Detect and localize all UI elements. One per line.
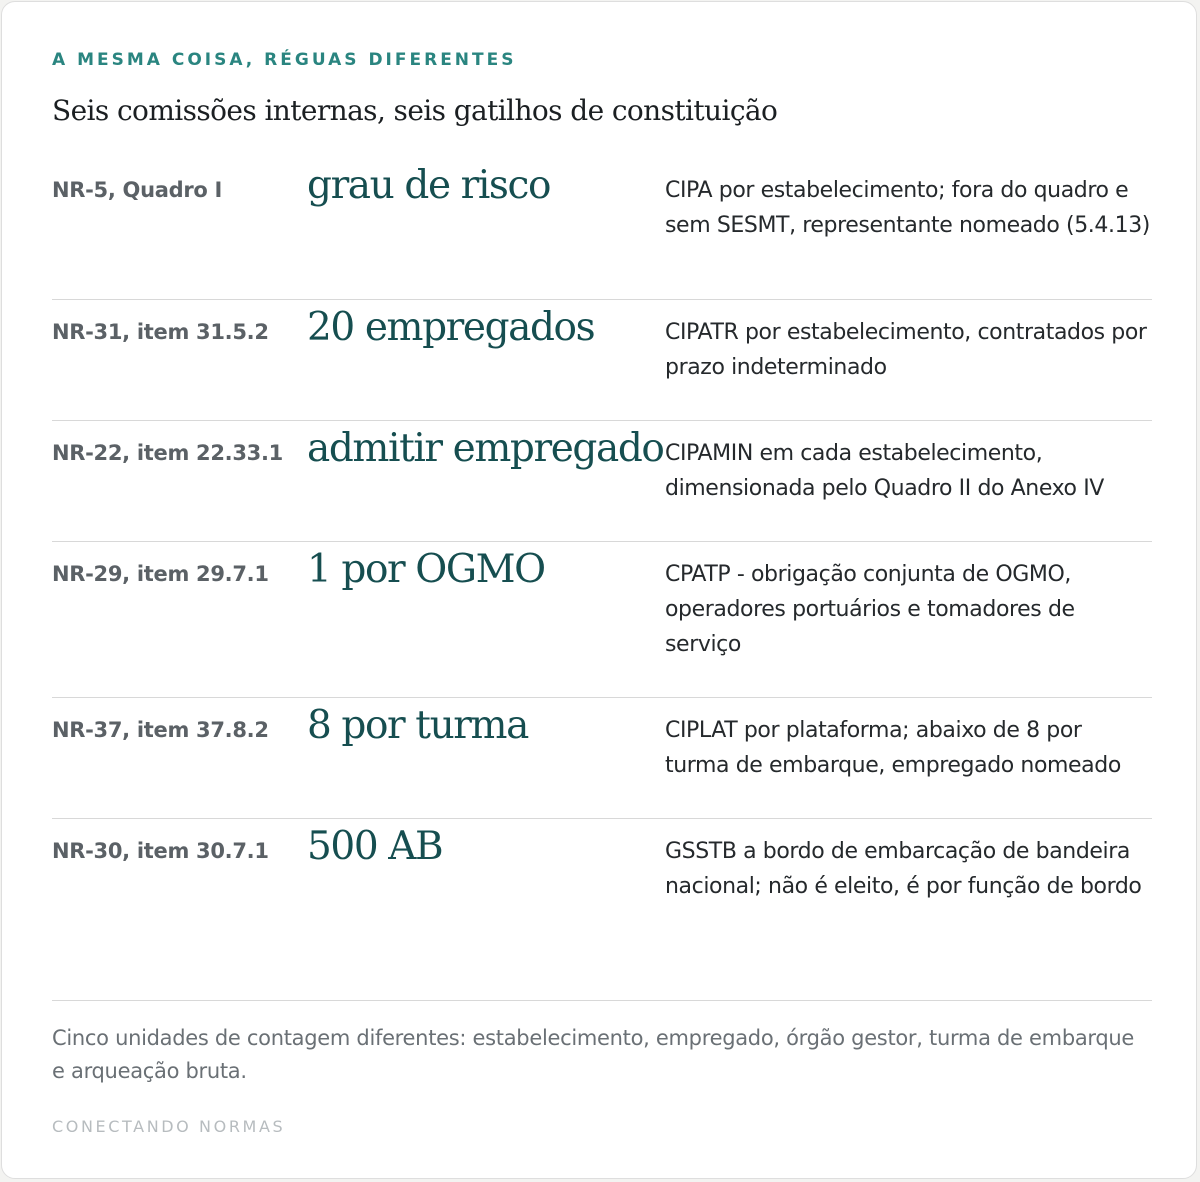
eyebrow: A MESMA COISA, RÉGUAS DIFERENTES xyxy=(52,50,517,70)
constitution-trigger: 500 AB xyxy=(307,824,443,869)
footnote: Cinco unidades de contagem diferentes: estabelecimento, empregado, órgão gestor, turma de embarque e arqueação bruta. xyxy=(52,1026,1135,1083)
commission-description: GSSTB a bordo de embarcação de bandeira nacional; não é eleito, é por função de bordo xyxy=(665,839,1142,899)
commission-row xyxy=(52,542,1152,698)
page-title: Seis comissões internas, seis gatilhos de constituição xyxy=(52,94,778,127)
constitution-trigger: 20 empregados xyxy=(307,305,595,350)
norm-reference: NR-31, item 31.5.2 xyxy=(52,320,269,344)
commission-row xyxy=(52,421,1152,542)
commission-description: CIPAMIN em cada estabelecimento, dimensionada pelo Quadro II do Anexo IV xyxy=(665,441,1104,501)
commission-description: CPATP - obrigação conjunta de OGMO, operadores portuários e tomadores de serviço xyxy=(665,562,1075,657)
constitution-trigger: grau de risco xyxy=(307,163,551,208)
commission-list xyxy=(52,158,1152,1001)
brand-label: CONECTANDO NORMAS xyxy=(52,1117,286,1136)
commission-description: CIPATR por estabelecimento, contratados por prazo indeterminado xyxy=(665,320,1147,380)
norm-reference: NR-37, item 37.8.2 xyxy=(52,718,269,742)
commission-row xyxy=(52,819,1152,1001)
norm-reference: NR-30, item 30.7.1 xyxy=(52,839,269,863)
norm-reference: NR-29, item 29.7.1 xyxy=(52,562,269,586)
constitution-trigger: 1 por OGMO xyxy=(307,547,545,592)
constitution-trigger: 8 por turma xyxy=(307,703,528,748)
constitution-trigger: admitir empregado xyxy=(307,426,664,471)
commission-row xyxy=(52,698,1152,819)
commission-description: CIPA por estabelecimento; fora do quadro e sem SESMT, representante nomeado (5.4.13) xyxy=(665,178,1150,238)
norm-reference: NR-22, item 22.33.1 xyxy=(52,441,283,465)
card xyxy=(1,1,1197,1179)
norm-reference: NR-5, Quadro I xyxy=(52,178,223,202)
commission-description: CIPLAT por plataforma; abaixo de 8 por turma de embarque, empregado nomeado xyxy=(665,718,1121,778)
commission-row xyxy=(52,158,1152,300)
commission-row xyxy=(52,300,1152,421)
